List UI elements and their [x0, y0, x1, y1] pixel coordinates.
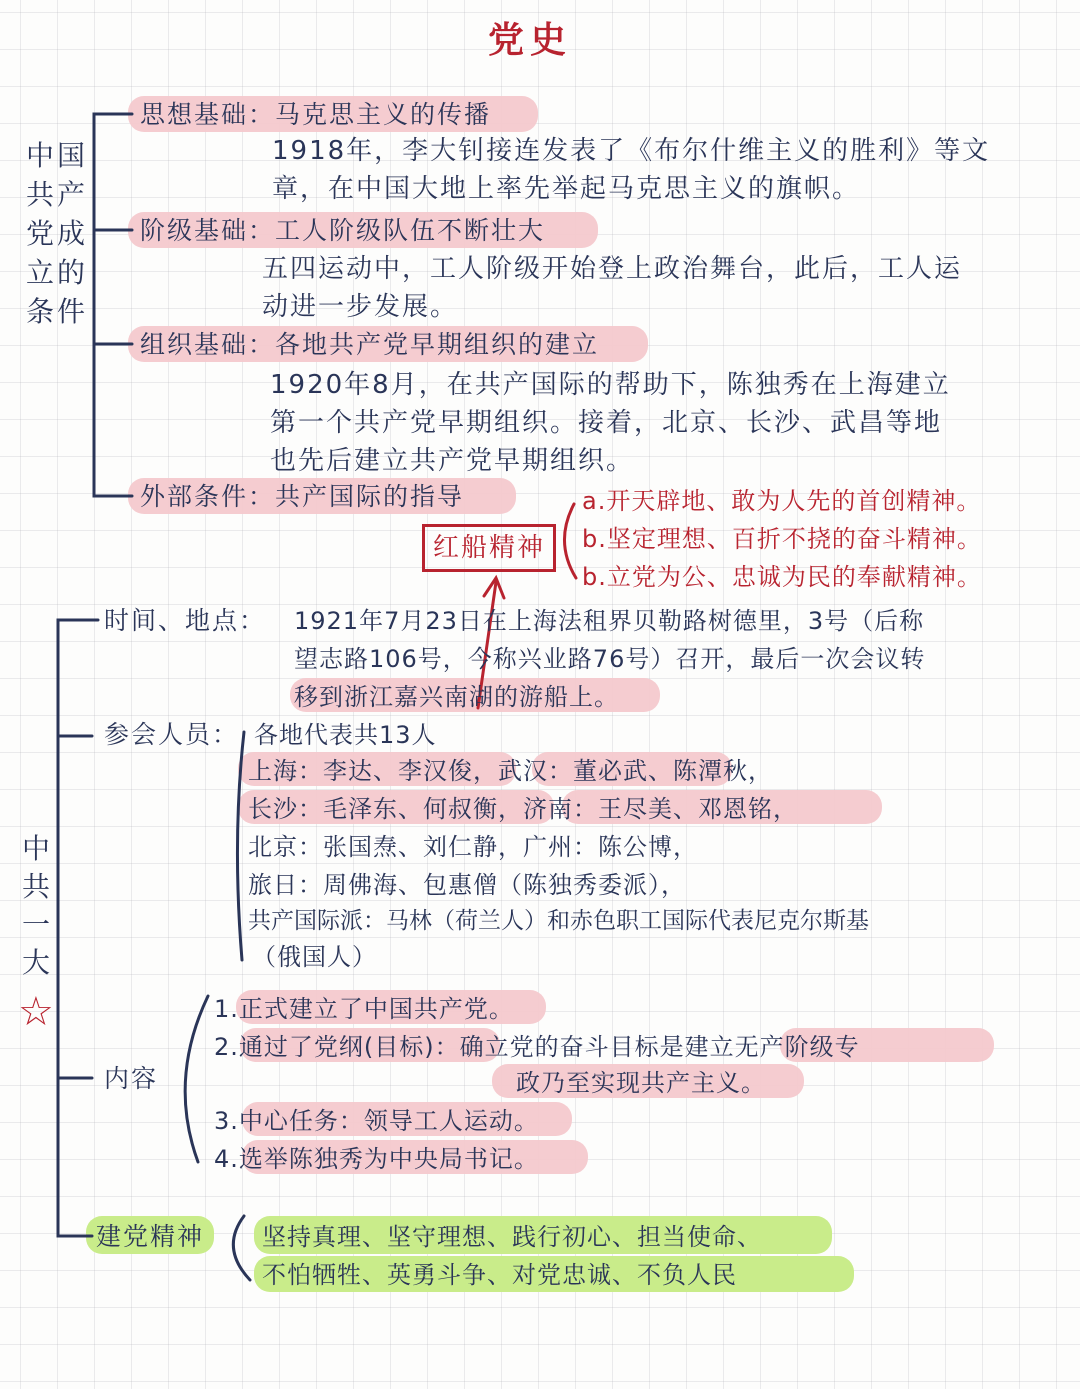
- time-place-label: 时间、地点：: [104, 606, 267, 635]
- body-line: 1921年7月23日在上海法租界贝勒路树德里，3号（后称: [294, 607, 925, 635]
- red-boat-point: a.开天辟地、敢为人先的首创精神。: [582, 487, 982, 515]
- body-line: （俄国人）: [252, 943, 377, 971]
- body-line: 政乃至实现共产主义。: [516, 1069, 766, 1097]
- body-line: 1918年，李大钊接连发表了《布尔什维主义的胜利》等文: [272, 136, 991, 166]
- body-line: 共产国际派：马林（荷兰人）和赤色职工国际代表尼克尔斯基: [248, 908, 869, 934]
- body-line: 第一个共产党早期组织。接着，北京、长沙、武昌等地: [270, 408, 943, 438]
- side-label: 中国共产党成立的条件: [26, 139, 89, 328]
- body-line: 五四运动中，工人阶级开始登上政治舞台，此后，工人运: [262, 254, 963, 284]
- page-title: 党史: [488, 20, 573, 61]
- heading: 阶级基础：工人阶级队伍不断壮大: [140, 216, 546, 245]
- content-label: 内容: [104, 1064, 159, 1093]
- body-line: 北京：张国焘、刘仁静，广州：陈公博，: [248, 833, 698, 861]
- heading: 组织基础：各地共产党早期组织的建立: [140, 330, 600, 359]
- red-boat-label: 红船精神: [422, 524, 556, 572]
- spirit-label: 建党精神: [96, 1222, 205, 1251]
- body-line: 动进一步发展。: [262, 292, 459, 322]
- body-line: 移到浙江嘉兴南湖的游船上。: [294, 683, 619, 711]
- body-line: 坚持真理、坚守理想、践行初心、担当使命、: [262, 1223, 762, 1251]
- body-line: 旅日：周佛海、包惠僧（陈独秀委派），: [248, 871, 686, 899]
- body-line: 望志路106号，今称兴业路76号）召开，最后一次会议转: [294, 645, 926, 673]
- body-line: 3.中心任务：领导工人运动。: [214, 1107, 539, 1135]
- body-line: 1.正式建立了中国共产党。: [214, 995, 514, 1023]
- attendees-label: 参会人员：: [104, 720, 240, 749]
- body-line: 上海：李达、李汉俊，武汉：董必武、陈潭秋，: [248, 757, 773, 785]
- body-line: 也先后建立共产党早期组织。: [270, 446, 635, 476]
- body-line: 章，在中国大地上率先举起马克思主义的旗帜。: [272, 174, 861, 204]
- body-line: 长沙：毛泽东、何叔衡，济南：王尽美、邓恩铭，: [248, 795, 798, 823]
- side-label: 中共一大: [22, 832, 51, 979]
- red-boat-point: b.立党为公、忠诚为民的奉献精神。: [582, 563, 982, 591]
- heading: 外部条件：共产国际的指导: [140, 482, 465, 511]
- body-line: 4.选举陈独秀为中央局书记。: [214, 1145, 539, 1173]
- star-icon: ☆: [18, 989, 54, 1035]
- heading: 思想基础：马克思主义的传播: [140, 100, 492, 129]
- body-line: 1920年8月，在共产国际的帮助下，陈独秀在上海建立: [270, 370, 951, 400]
- red-boat-point: b.坚定理想、百折不挠的奋斗精神。: [582, 525, 982, 553]
- body-line: 不怕牺牲、英勇斗争、对党忠诚、不负人民: [262, 1261, 737, 1289]
- body-line: 2.通过了党纲(目标)：确立党的奋斗目标是建立无产阶级专: [214, 1033, 860, 1061]
- body-line: 各地代表共13人: [254, 721, 437, 749]
